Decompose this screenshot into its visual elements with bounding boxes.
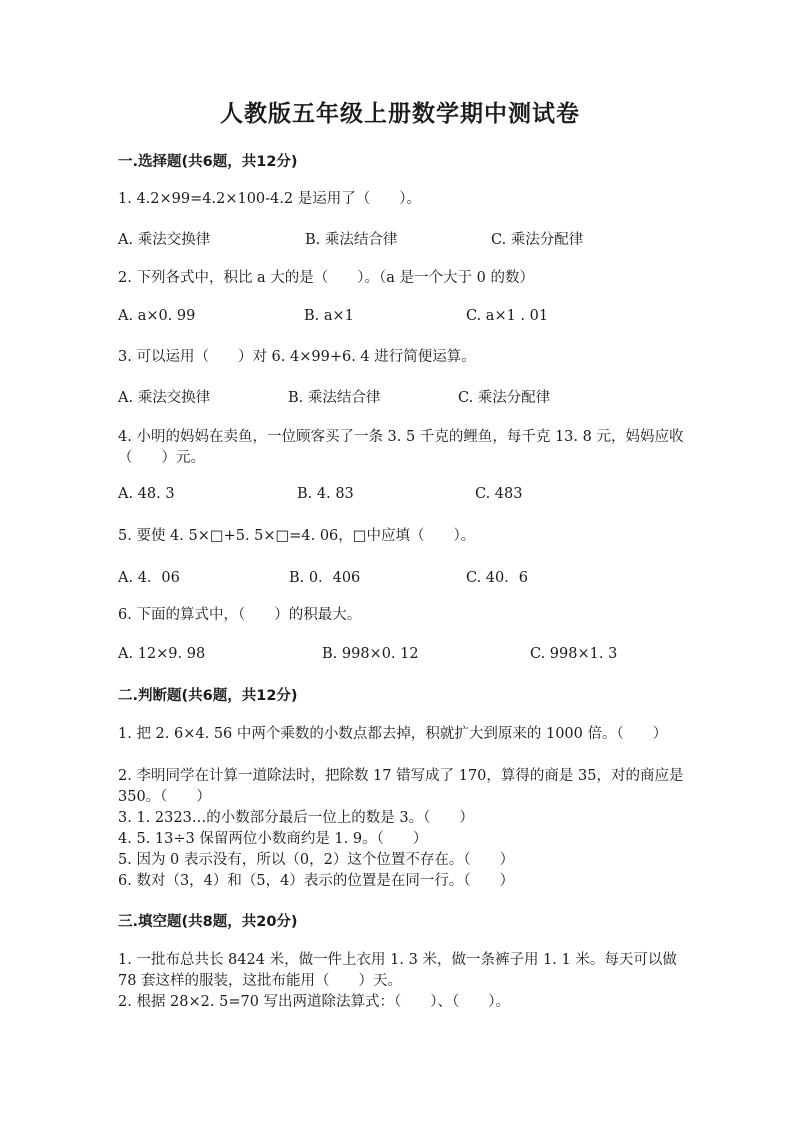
options-row bbox=[118, 386, 698, 408]
option-c: C. 40．6 bbox=[466, 570, 528, 586]
option-c: C. a×1 . 01 bbox=[466, 308, 549, 324]
option-a: A. 乘法交换律 bbox=[118, 390, 211, 406]
question-text: 1. 4.2×99=4.2×100-4.2 是运用了（ ）。 bbox=[118, 191, 421, 207]
option-b: B. 0．406 bbox=[289, 570, 361, 586]
option-c: C. 乘法分配律 bbox=[458, 390, 551, 406]
question-text: 5. 要使 4. 5×□+5. 5×□=4. 06，□中应填（ ）。 bbox=[118, 528, 476, 544]
judgment-question: 5. 因为 0 表示没有，所以（0，2）这个位置不存在。（ ） bbox=[118, 852, 515, 868]
judgment-question: 2. 李明同学在计算一道除法时，把除数 17 错写成了 170，算得的商是 35，对的商应是 350。（ ） bbox=[118, 768, 684, 805]
judgment-question: 1. 把 2. 6×4. 56 中两个乘数的小数点都去掉，积就扩大到原来的 1000 倍。（ ） bbox=[118, 726, 668, 742]
options-row bbox=[118, 566, 698, 588]
question-text: 2. 下列各式中，积比 a 大的是（ ）。（a 是一个大于 0 的数） bbox=[118, 270, 535, 286]
options-row bbox=[118, 646, 698, 668]
option-b: B. 998×0. 12 bbox=[322, 646, 419, 662]
option-b: B. 乘法结合律 bbox=[288, 390, 381, 406]
option-a: A. 12×9. 98 bbox=[118, 646, 206, 662]
option-c: C. 483 bbox=[475, 486, 523, 502]
option-a: A. 乘法交换律 bbox=[118, 232, 211, 248]
option-a: A. 48. 3 bbox=[118, 486, 175, 502]
section-heading-judgment: 二.判断题(共6题，共12分) bbox=[118, 688, 298, 704]
judgment-question: 6. 数对（3，4）和（5，4）表示的位置是在同一行。（ ） bbox=[118, 873, 515, 889]
options-row bbox=[118, 228, 698, 250]
option-a: A. 4．06 bbox=[118, 570, 180, 586]
option-c: C. 998×1. 3 bbox=[530, 646, 618, 662]
fill-blank-question: 1. 一批布总共长 8424 米，做一件上衣用 1. 3 米，做一条裤子用 1. 1 米。每天可以做 78 套这样的服装，这批布能用（ ）天。 bbox=[118, 952, 677, 989]
question-text: 3. 可以运用（ ）对 6. 4×99+6. 4 进行简便运算。 bbox=[118, 349, 476, 365]
option-b: B. 乘法结合律 bbox=[305, 232, 398, 248]
judgment-question: 4. 5. 13÷3 保留两位小数商约是 1. 9。（ ） bbox=[118, 831, 428, 847]
section-heading-fill-blank: 三.填空题(共8题，共20分) bbox=[118, 914, 298, 930]
section-heading-choice: 一.选择题(共6题，共12分) bbox=[118, 154, 298, 170]
option-c: C. 乘法分配律 bbox=[491, 232, 584, 248]
question-text: 4. 小明的妈妈在卖鱼，一位顾客买了一条 3. 5 千克的鲤鱼，每千克 13. 8 元，妈妈应收（ ）元。 bbox=[118, 429, 684, 466]
page-title: 人教版五年级上册数学期中测试卷 bbox=[220, 101, 580, 127]
options-row bbox=[118, 486, 698, 508]
fill-blank-question: 2. 根据 28×2. 5=70 写出两道除法算式：（ ）、（ ）。 bbox=[118, 994, 511, 1010]
question-text: 6. 下面的算式中，（ ）的积最大。 bbox=[118, 607, 362, 623]
option-b: B. a×1 bbox=[304, 308, 354, 324]
judgment-question: 3. 1. 2323…的小数部分最后一位上的数是 3。（ ） bbox=[118, 810, 474, 826]
option-a: A. a×0. 99 bbox=[118, 308, 196, 324]
options-row bbox=[118, 308, 698, 330]
option-b: B. 4. 83 bbox=[297, 486, 354, 502]
